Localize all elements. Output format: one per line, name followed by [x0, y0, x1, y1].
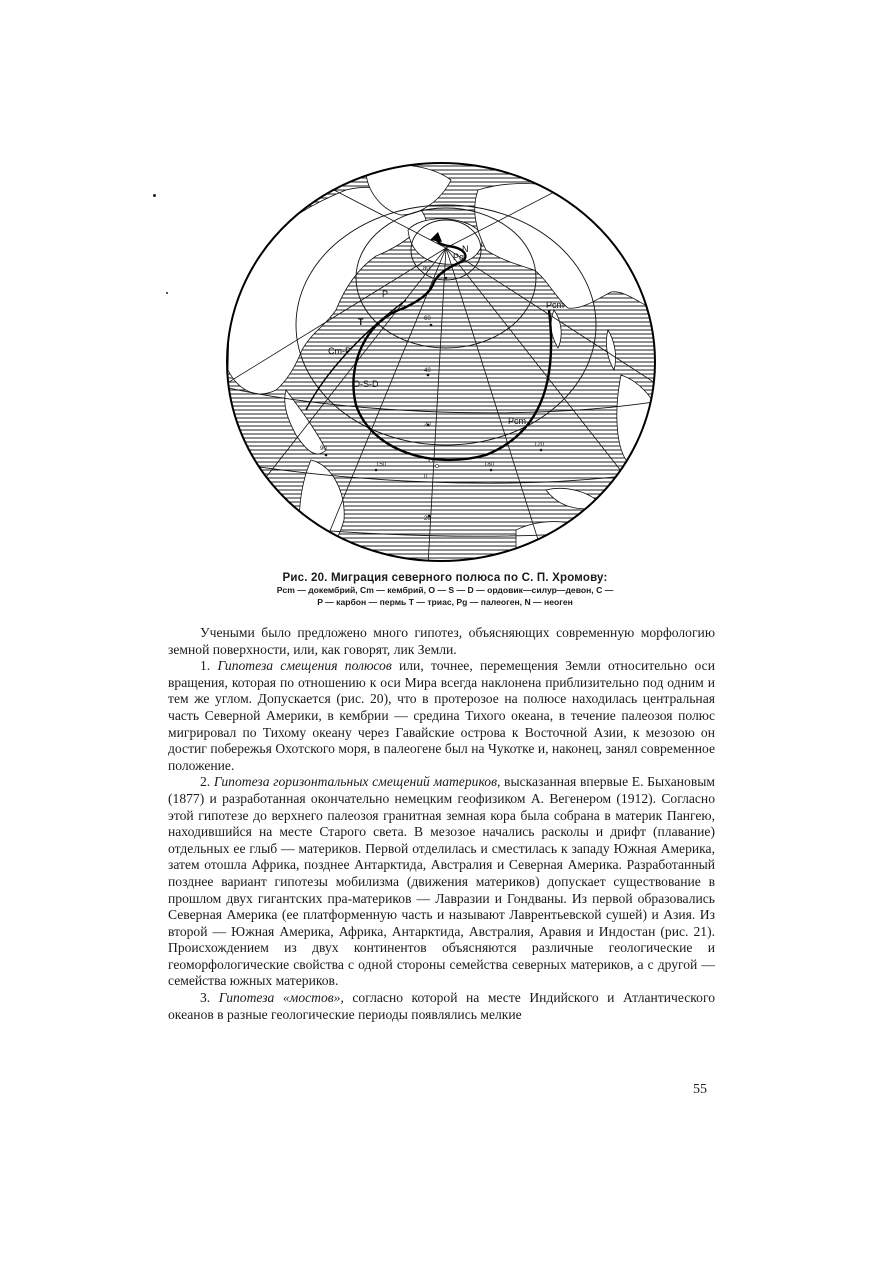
label-lon-90: 90: [320, 446, 327, 452]
hypothesis-title: Гипотеза «мостов»,: [218, 990, 344, 1006]
paragraph-hypothesis-2: [168, 774, 715, 990]
caption-title: Рис. 20. Миграция северного полюса по С. П. Хромову:: [282, 572, 608, 584]
paragraph-body: или, точнее, перемещения Земли относительно оси вращения, которая по отношению к оси Мира всегда наклонена приблизительно под одним и тем же углом. Допускается (рис. 20), что в протерозое на полюсе находилась центральная часть Северной Америки, в кембрии — средина Тихого океана, в течение палеозоя полюс мигрировал по Тихому океану через Гавайские острова к Восточной Азии, к мезозою он достиг побережья Охотского моря, в палеогене был на Чукотке и, наконец, занял современное положение.: [168, 658, 715, 773]
label-cm-p: Cm-P: [328, 346, 351, 356]
item-number: 2.: [200, 774, 211, 790]
label-t: T: [358, 317, 364, 327]
page-number: 55: [693, 1082, 707, 1097]
item-number: 1.: [200, 658, 211, 674]
label-p: P: [382, 289, 389, 299]
pole-migration-map: [216, 160, 666, 565]
label-pg: Pg: [453, 252, 465, 262]
label-lon-150: 150: [376, 462, 387, 468]
paragraph-hypothesis-3: [168, 990, 715, 1023]
figure-caption: [210, 572, 680, 608]
land-southeast-asia: [617, 375, 661, 460]
paragraph-body: согласно которой на месте Индийского и Атлантического океанов в разные геологические периоды появлялись мелкие: [168, 990, 715, 1022]
hypothesis-title: Гипотеза смещения полюсов: [217, 658, 392, 674]
label-lat-20s: 20: [424, 516, 431, 522]
stray-mark: [166, 292, 168, 294]
body-text: [168, 625, 715, 1023]
hypothesis-title: Гипотеза горизонтальных смещений материков,: [213, 774, 501, 790]
caption-legend-line1: Pcm — докембрий, Cm — кембрий, O — S — D — ордовик—силур—девон, C —: [276, 585, 614, 595]
label-lon-180: 180: [484, 462, 495, 468]
label-lat-60: 60: [424, 316, 431, 322]
paragraph-hypothesis-1: [168, 658, 715, 774]
caption-legend-line2: P — карбон — пермь T — триас, Pg — палеоген, N — неоген: [317, 597, 573, 607]
stray-mark: [153, 194, 156, 197]
label-lat-0: 0: [424, 474, 428, 480]
map-svg: [216, 160, 666, 565]
label-lat-40: 40: [424, 368, 431, 374]
label-lat-80: 80: [423, 266, 430, 272]
label-lon-120: 120: [534, 442, 545, 448]
label-n: N: [462, 244, 469, 254]
item-number: 3.: [200, 990, 211, 1006]
hawaii-island: [436, 465, 439, 468]
paragraph-intro: Учеными было предложено много гипотез, объясняющих современную морфологию земной поверхности, или, как говорят, лик Земли.: [168, 625, 715, 657]
label-lat-20: 20: [424, 422, 431, 428]
paragraph-body: высказанная впервые Е. Быхановым (1877) и разработанная окончательно немецким геофизиком А. Вегенером (1912). Согласно этой гипотезе до верхнего палеозоя гранитная земная кора была собрана в материк Пангею, находившийся на месте Старого света. В мезозое начались расколы и дрифт (плавание) отдельных ее глыб — материков. Первой отделилась и сместилась к западу Южная Америка, затем отошла Африка, позднее Антарктида, Австралия и Северная Америка. Разработанный позднее вариант гипотезы мобилизма (движения материков) допускает существование в прошлом двух гигантских пра-материков — Лавразии и Гондваны. Из первой образовались Северная Америка (ее платформенную часть и называют Лаврентьевской сушей) и Азия. Из второй — Южная Америка, Африка, Антарктида, Австралия, Аравия и Индостан (рис. 21). Происхождением из двух континентов объясняются различные геологические и геоморфологические свойства с одной стороны семейства северных материков, а с другой — семейства южных материков.: [168, 774, 715, 989]
label-osd: O-S-D: [353, 379, 379, 389]
label-pcm-top: Pcm: [546, 300, 564, 310]
label-pcm-bottom: Pcm: [508, 416, 526, 426]
